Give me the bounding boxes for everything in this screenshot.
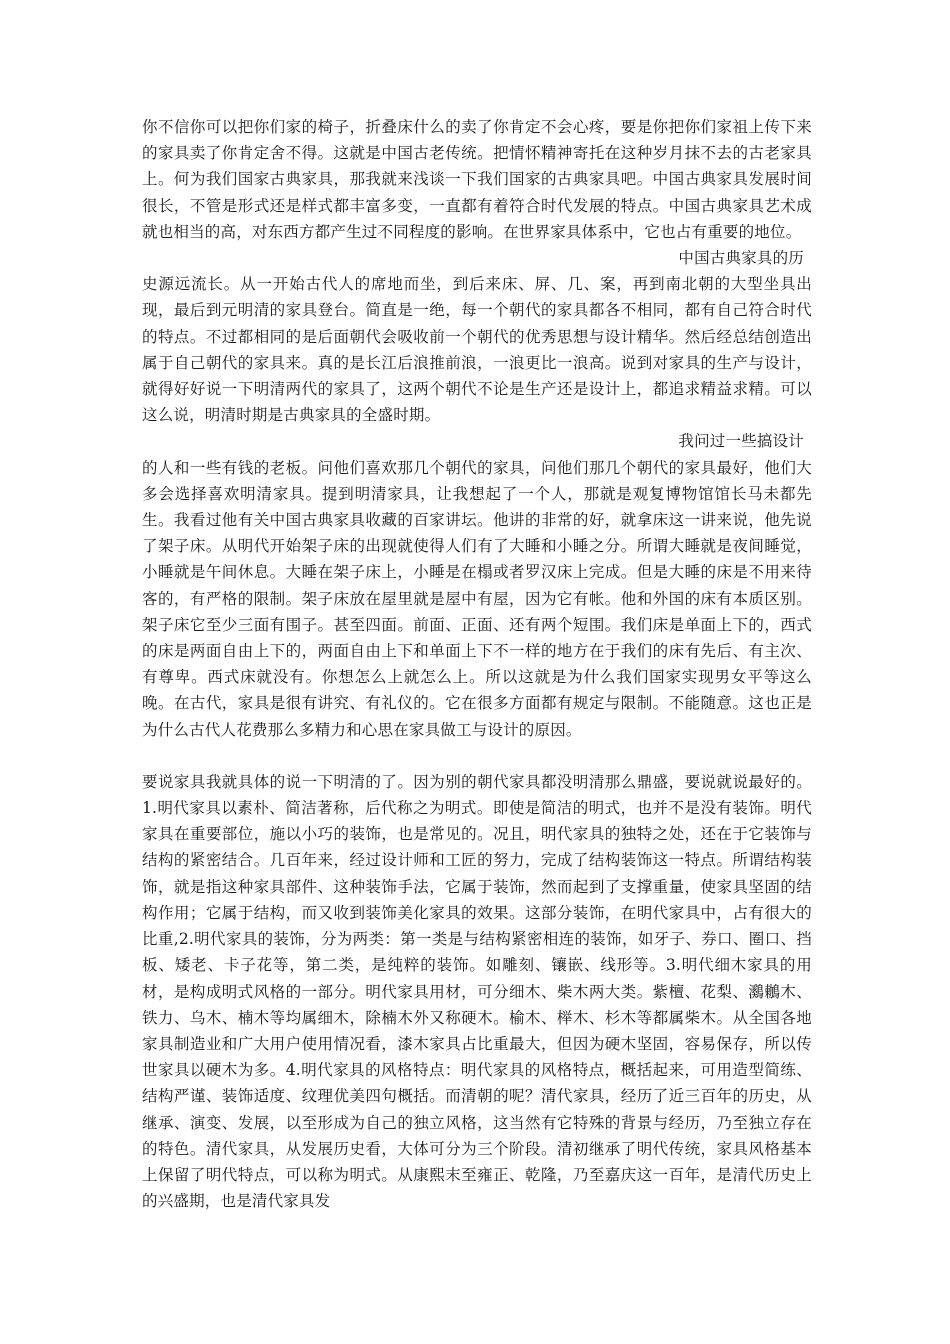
paragraph-intro: 你不信你可以把你们家的椅子，折叠床什么的卖了你肯定不会心疼，要是你把你们家祖上传下来的家具卖了你肯定舍不得。这就是中国古老传统。把情怀精神寄托在这种岁月抹不去的古老家具上。何为我们国家古典家具，那我就来浅谈一下我们国家的古典家具吧。中国古典家具发展时间很长，不管是形式还是样式都丰富多变，一直都有着符合时代发展的特点。中国古典家具艺术成就也相当的高，对东西方都产生过不同程度的影响。在世界家具体系中，它也占有重要的地位。 — [142, 118, 812, 241]
paragraph-beds — [142, 428, 812, 742]
document-body — [142, 114, 812, 1214]
paragraph-beds-lead: 我问过一些搞设计 — [678, 432, 804, 451]
paragraph-history — [142, 245, 812, 428]
paragraph-beds-text: 的人和一些有钱的老板。问他们喜欢那几个朝代的家具，问他们那几个朝代的家具最好，他们大多会选择喜欢明清家具。提到明清家具，让我想起了一个人，那就是观复博物馆馆长马未都先生。我看过他有关中国古典家具收藏的百家讲坛。他讲的非常的好，就拿床这一讲来说，他先说了架子床。从明代开始架子床的出现就使得人们有了大睡和小睡之分。所谓大睡就是夜间睡觉，小睡就是午间休息。大睡在架子床上，小睡是在榻或者罗汉床上完成。但是大睡的床是不用来待客的，有严格的限制。架子床放在屋里就是屋中有屋，因为它有帐。他和外国的床有本质区别。架子床它至少三面有围子。甚至四面。前面、正面、还有两个短围。我们床是单面上下的，西式的床是两面自由上下的，两面自由上下和单面上下不一样的地方在于我们的床有先后、有主次、有尊卑。西式床就没有。你想怎么上就怎么上。所以这就是为什么我们国家实现男女平等这么晚。在古代，家具是很有讲究、有礼仪的。它在很多方面都有规定与限制。不能随意。这也正是为什么古代人花费那么多精力和心思在家具做工与设计的原因。 — [142, 458, 812, 739]
paragraph-history-lead: 中国古典家具的历 — [678, 249, 804, 268]
paragraph-gap — [142, 743, 812, 769]
paragraph-history-text: 史源远流长。从一开始古代人的席地而坐，到后来床、屏、几、案，再到南北朝的大型坐具出现，最后到元明清的家具登台。简直是一绝，每一个朝代的家具都各不相同，都有自己符合时代的特点。不过都相同的是后面朝代会吸收前一个朝代的优秀思想与设计精华。然后经总结创造出属于自己朝代的家具来。真的是长江后浪推前浪，一浪更比一浪高。说到对家具的生产与设计，就得好好说一下明清两代的家具了，这两个朝代不论是生产还是设计上，都追求精益求精。可以这么说，明清时期是古典家具的全盛时期。 — [142, 275, 812, 425]
paragraph-ming-qing: 要说家具我就具体的说一下明清的了。因为别的朝代家具都没明清那么鼎盛，要说就说最好的。1.明代家具以素朴、简洁著称，后代称之为明式。即使是简洁的明式，也并不是没有装饰。明代家具在重要部位，施以小巧的装饰，也是常见的。况且，明代家具的独特之处，还在于它装饰与结构的紧密结合。几百年来，经过设计师和工匠的努力，完成了结构装饰这一特点。所谓结构装饰，就是指这种家具部件、这种装饰手法，它属于装饰，然而起到了支撑重量，使家具坚固的结构作用；它属于结构，而又收到装饰美化家具的效果。这部分装饰，在明代家具中，占有很大的比重,2.明代家具的装饰，分为两类：第一类是与结构紧密相连的装饰，如牙子、券口、圈口、挡板、矮老、卡子花等，第二类，是纯粹的装饰。如雕刻、镶嵌、线形等。3.明代细木家具的用材，是构成明式风格的一部分。明代家具用材，可分细木、柴木两大类。紫檀、花梨、鸂鶒木、铁力、乌木、楠木等均属细木，除楠木外又称硬木。榆木、榉木、杉木等都属柴木。从全国各地家具制造业和广大用户使用情况看，漆木家具占比重最大，但因为硬木坚固，容易保存，所以传世家具以硬木为多。4.明代家具的风格特点：明代家具的风格特点，概括起来，可用造型简练、结构严谨、装饰适度、纹理优美四句概括。而清朝的呢？清代家具，经历了近三百年的历史，从继承、演变、发展，以至形成为自己的独立风格，这当然有它特殊的背景与经历，乃至独立存在的特色。清代家具，从发展历史看，大体可分为三个阶段。清初继承了明代传统，家具风格基本上保留了明代特点，可以称为明式。从康熙末至雍正、乾隆，乃至嘉庆这一百年，是清代历史上的兴盛期，也是清代家具发 — [142, 772, 812, 1211]
